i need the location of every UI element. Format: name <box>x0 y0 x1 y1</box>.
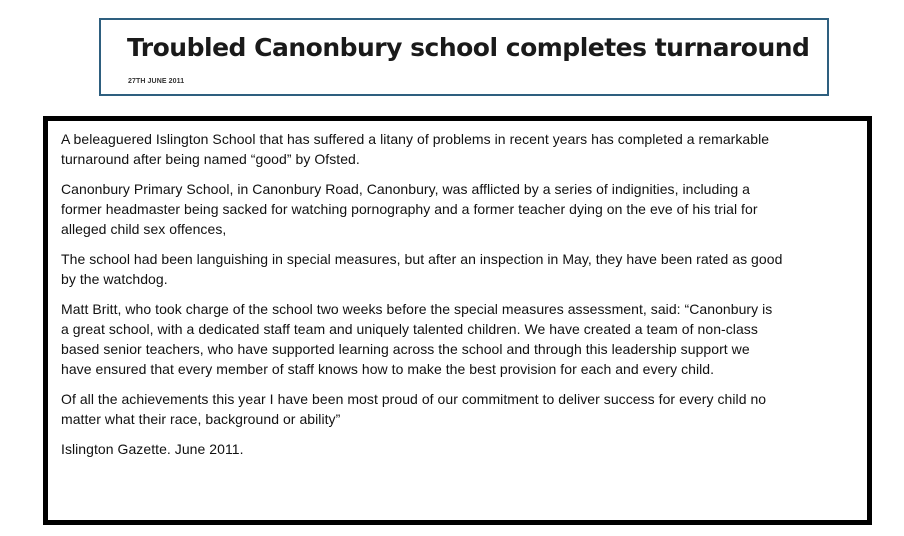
paragraph-line: matter what their race, background or ability” <box>61 411 341 427</box>
article-body <box>43 116 872 525</box>
paragraph-line: alleged child sex offences, <box>61 221 227 237</box>
paragraph-quote <box>61 299 867 379</box>
paragraph-line: Of all the achievements this year I have been most proud of our commitment to deliver success for every child no <box>61 391 767 407</box>
paragraph-line: a great school, with a dedicated staff team and uniquely talented children. We have created a team of non-class <box>61 321 758 337</box>
paragraph-line: by the watchdog. <box>61 271 168 287</box>
paragraph-line: have ensured that every member of staff knows how to make the best provision for each and every child. <box>61 361 715 377</box>
paragraph-line: Matt Britt, who took charge of the school two weeks before the special measures assessment, said: “Canonbury is <box>61 301 773 317</box>
paragraph-line: former headmaster being sacked for watching pornography and a former teacher dying on the eve of his trial for <box>61 201 758 217</box>
paragraph-line: Islington Gazette. June 2011. <box>61 441 244 457</box>
article-headline: Troubled Canonbury school completes turnaround <box>127 33 810 62</box>
paragraph-line: based senior teachers, who have supported learning across the school and through this leadership support we <box>61 341 750 357</box>
headline-box <box>99 18 829 96</box>
article-source <box>61 439 867 459</box>
paragraph-line: A beleaguered Islington School that has suffered a litany of problems in recent years has completed a remarkable <box>61 131 770 147</box>
article-date: 27TH JUNE 2011 <box>128 78 185 85</box>
paragraph-line: Canonbury Primary School, in Canonbury Road, Canonbury, was afflicted by a series of indignities, including a <box>61 181 750 197</box>
paragraph-line: turnaround after being named “good” by Ofsted. <box>61 151 360 167</box>
paragraph-background <box>61 179 867 239</box>
paragraph-rating <box>61 249 867 289</box>
paragraph-quote-end <box>61 389 867 429</box>
paragraph-line: The school had been languishing in special measures, but after an inspection in May, they have been rated as good <box>61 251 783 267</box>
paragraph-intro <box>61 129 867 169</box>
